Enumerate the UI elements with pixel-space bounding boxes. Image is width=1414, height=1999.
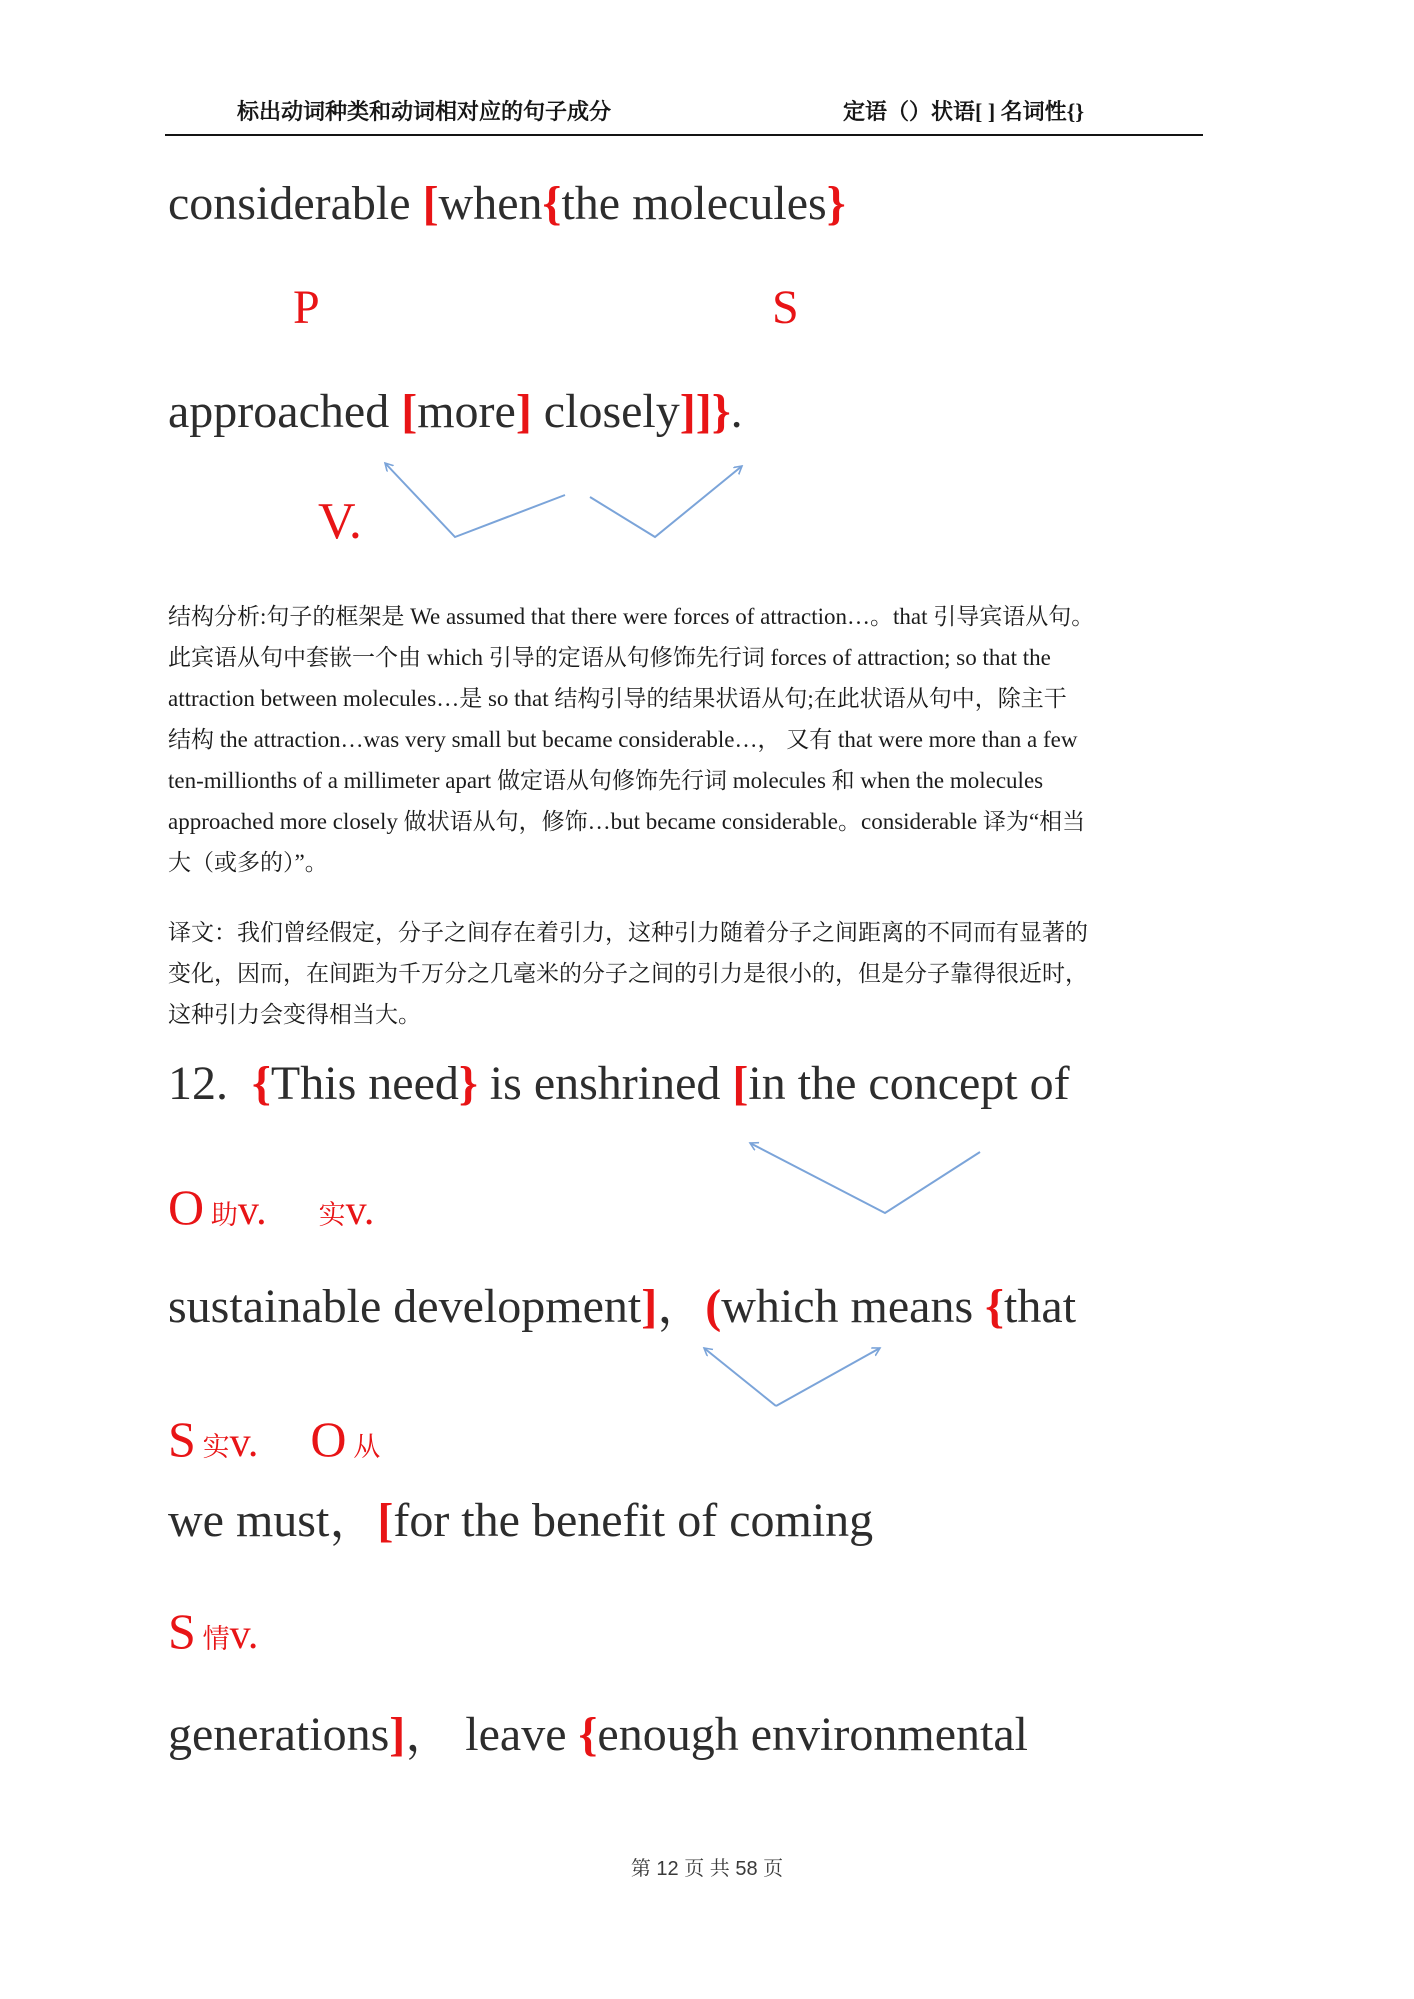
text-segment: that <box>1004 1280 1077 1333</box>
text-segment: v. <box>237 1188 267 1234</box>
text-segment: [ <box>422 177 439 230</box>
text-segment <box>204 1200 211 1230</box>
text-segment: in the concept of <box>748 1057 1070 1110</box>
text-segment: v. <box>345 1188 375 1234</box>
paragraph-line: 此宾语从句中套嵌一个由 which 引导的定语从句修饰先行词 forces of attraction; so that the <box>168 645 1051 670</box>
text-segment: S <box>168 1603 196 1659</box>
text-segment: 助 <box>210 1200 238 1230</box>
sentence12-line4 <box>168 1706 1028 1764</box>
text-segment: { <box>985 1280 1005 1333</box>
paragraph-line: attraction between molecules…是 so that 结构引导的结果状语从句;在此状语从句中，除主干 <box>168 686 1067 711</box>
text-segment <box>196 1432 203 1462</box>
text-segment: 从 <box>353 1432 381 1462</box>
text-segment: ， <box>657 1280 706 1333</box>
text-segment: { <box>542 177 562 230</box>
text-segment: more <box>417 385 516 438</box>
text-segment: generations <box>168 1708 390 1761</box>
paragraph-line: 结构 the attraction…was very small but became considerable…， 又有 that were more than a few <box>168 727 1078 752</box>
text-segment: leave <box>453 1708 579 1761</box>
sentence11-line1 <box>168 175 846 233</box>
paragraph-line: 变化，因而，在间距为千万分之几毫米的分子之间的引力是很小的，但是分子靠得很近时， <box>168 961 1088 986</box>
text-segment: ] <box>389 1708 406 1761</box>
text-segment: [ <box>401 385 418 438</box>
subject-label-s: S <box>772 281 799 334</box>
text-segment: ] <box>641 1280 658 1333</box>
footer-page-number: 第 12 页 共 58 页 <box>630 1858 784 1880</box>
text-segment: { <box>252 1057 271 1110</box>
annotation-row-subject-modal <box>168 1604 258 1659</box>
arrow-to-which <box>776 1348 880 1406</box>
text-segment: closely <box>531 385 680 438</box>
annotation-row-object <box>168 1180 374 1235</box>
predicate-label-p: P <box>293 281 320 334</box>
paragraph-line: 译文：我们曾经假定，分子之间存在着引力，这种引力随着分子之间距离的不同而有显著的 <box>168 920 1088 945</box>
text-segment: when <box>438 177 543 230</box>
text-segment: O <box>168 1179 205 1235</box>
text-segment: approached <box>168 385 402 438</box>
text-segment: O <box>310 1411 347 1467</box>
text-segment: ]]} <box>679 385 731 438</box>
text-segment: } <box>458 1057 478 1110</box>
text-segment: we must <box>168 1494 330 1547</box>
text-segment: 实 <box>202 1432 230 1462</box>
text-segment: ， <box>405 1708 454 1761</box>
text-segment: [ <box>732 1057 749 1110</box>
arrow-to-enshrined <box>750 1143 980 1213</box>
text-segment: 12. <box>168 1057 252 1110</box>
paragraph-line: 结构分析:句子的框架是 We assumed that there were forces of attraction…。that 引导宾语从句。 <box>168 604 1095 629</box>
text-segment: considerable <box>168 177 423 230</box>
arrow-to-closely <box>590 466 742 537</box>
text-segment: enough environmental <box>597 1708 1028 1761</box>
sentence12-line2 <box>168 1278 1076 1336</box>
text-segment: which means <box>721 1280 986 1333</box>
text-segment: v. <box>229 1420 259 1466</box>
translation-paragraph <box>168 912 1088 1035</box>
text-segment: the molecules <box>561 177 827 230</box>
text-segment: ， <box>329 1494 378 1547</box>
text-segment: [ <box>377 1494 394 1547</box>
paragraph-line: 这种引力会变得相当大。 <box>168 1002 421 1027</box>
text-segment: S <box>168 1411 196 1467</box>
text-segment: ] <box>515 385 532 438</box>
paragraph-line: ten-millionths of a millimeter apart 做定语从句修饰先行词 molecules 和 when the molecules <box>168 768 1044 793</box>
header-legend: 定语（）状语[ ] 名词性{} <box>843 99 1084 124</box>
text-segment: This need <box>270 1057 459 1110</box>
sentence12-line3 <box>168 1492 873 1550</box>
arrow-to-development <box>704 1348 776 1406</box>
text-segment: 实 <box>318 1200 346 1230</box>
text-segment: for the benefit of coming <box>393 1494 874 1547</box>
text-segment: { <box>578 1708 598 1761</box>
annotation-row-subject-object <box>168 1412 380 1467</box>
text-segment: } <box>826 177 846 230</box>
sentence11-line2 <box>168 383 743 441</box>
paragraph-line: approached more closely 做状语从句，修饰…but became considerable。considerable 译为“相当 <box>168 809 1086 834</box>
text-segment: v. <box>229 1612 259 1658</box>
text-segment: . <box>730 385 743 438</box>
text-segment: ( <box>705 1280 722 1333</box>
header-rule <box>165 134 1203 136</box>
sentence12-line1 <box>168 1055 1070 1113</box>
structure-analysis-paragraph <box>168 596 1094 883</box>
text-segment <box>196 1624 203 1654</box>
text-segment: sustainable development <box>168 1280 642 1333</box>
header-title: 标出动词种类和动词相对应的句子成分 <box>237 99 612 124</box>
text-segment: is enshrined <box>477 1057 733 1110</box>
paragraph-line: 大（或多的）”。 <box>168 850 328 875</box>
text-segment: 情 <box>202 1624 230 1654</box>
arrow-to-approached <box>385 463 565 537</box>
verb-label-v: V. <box>318 493 362 550</box>
